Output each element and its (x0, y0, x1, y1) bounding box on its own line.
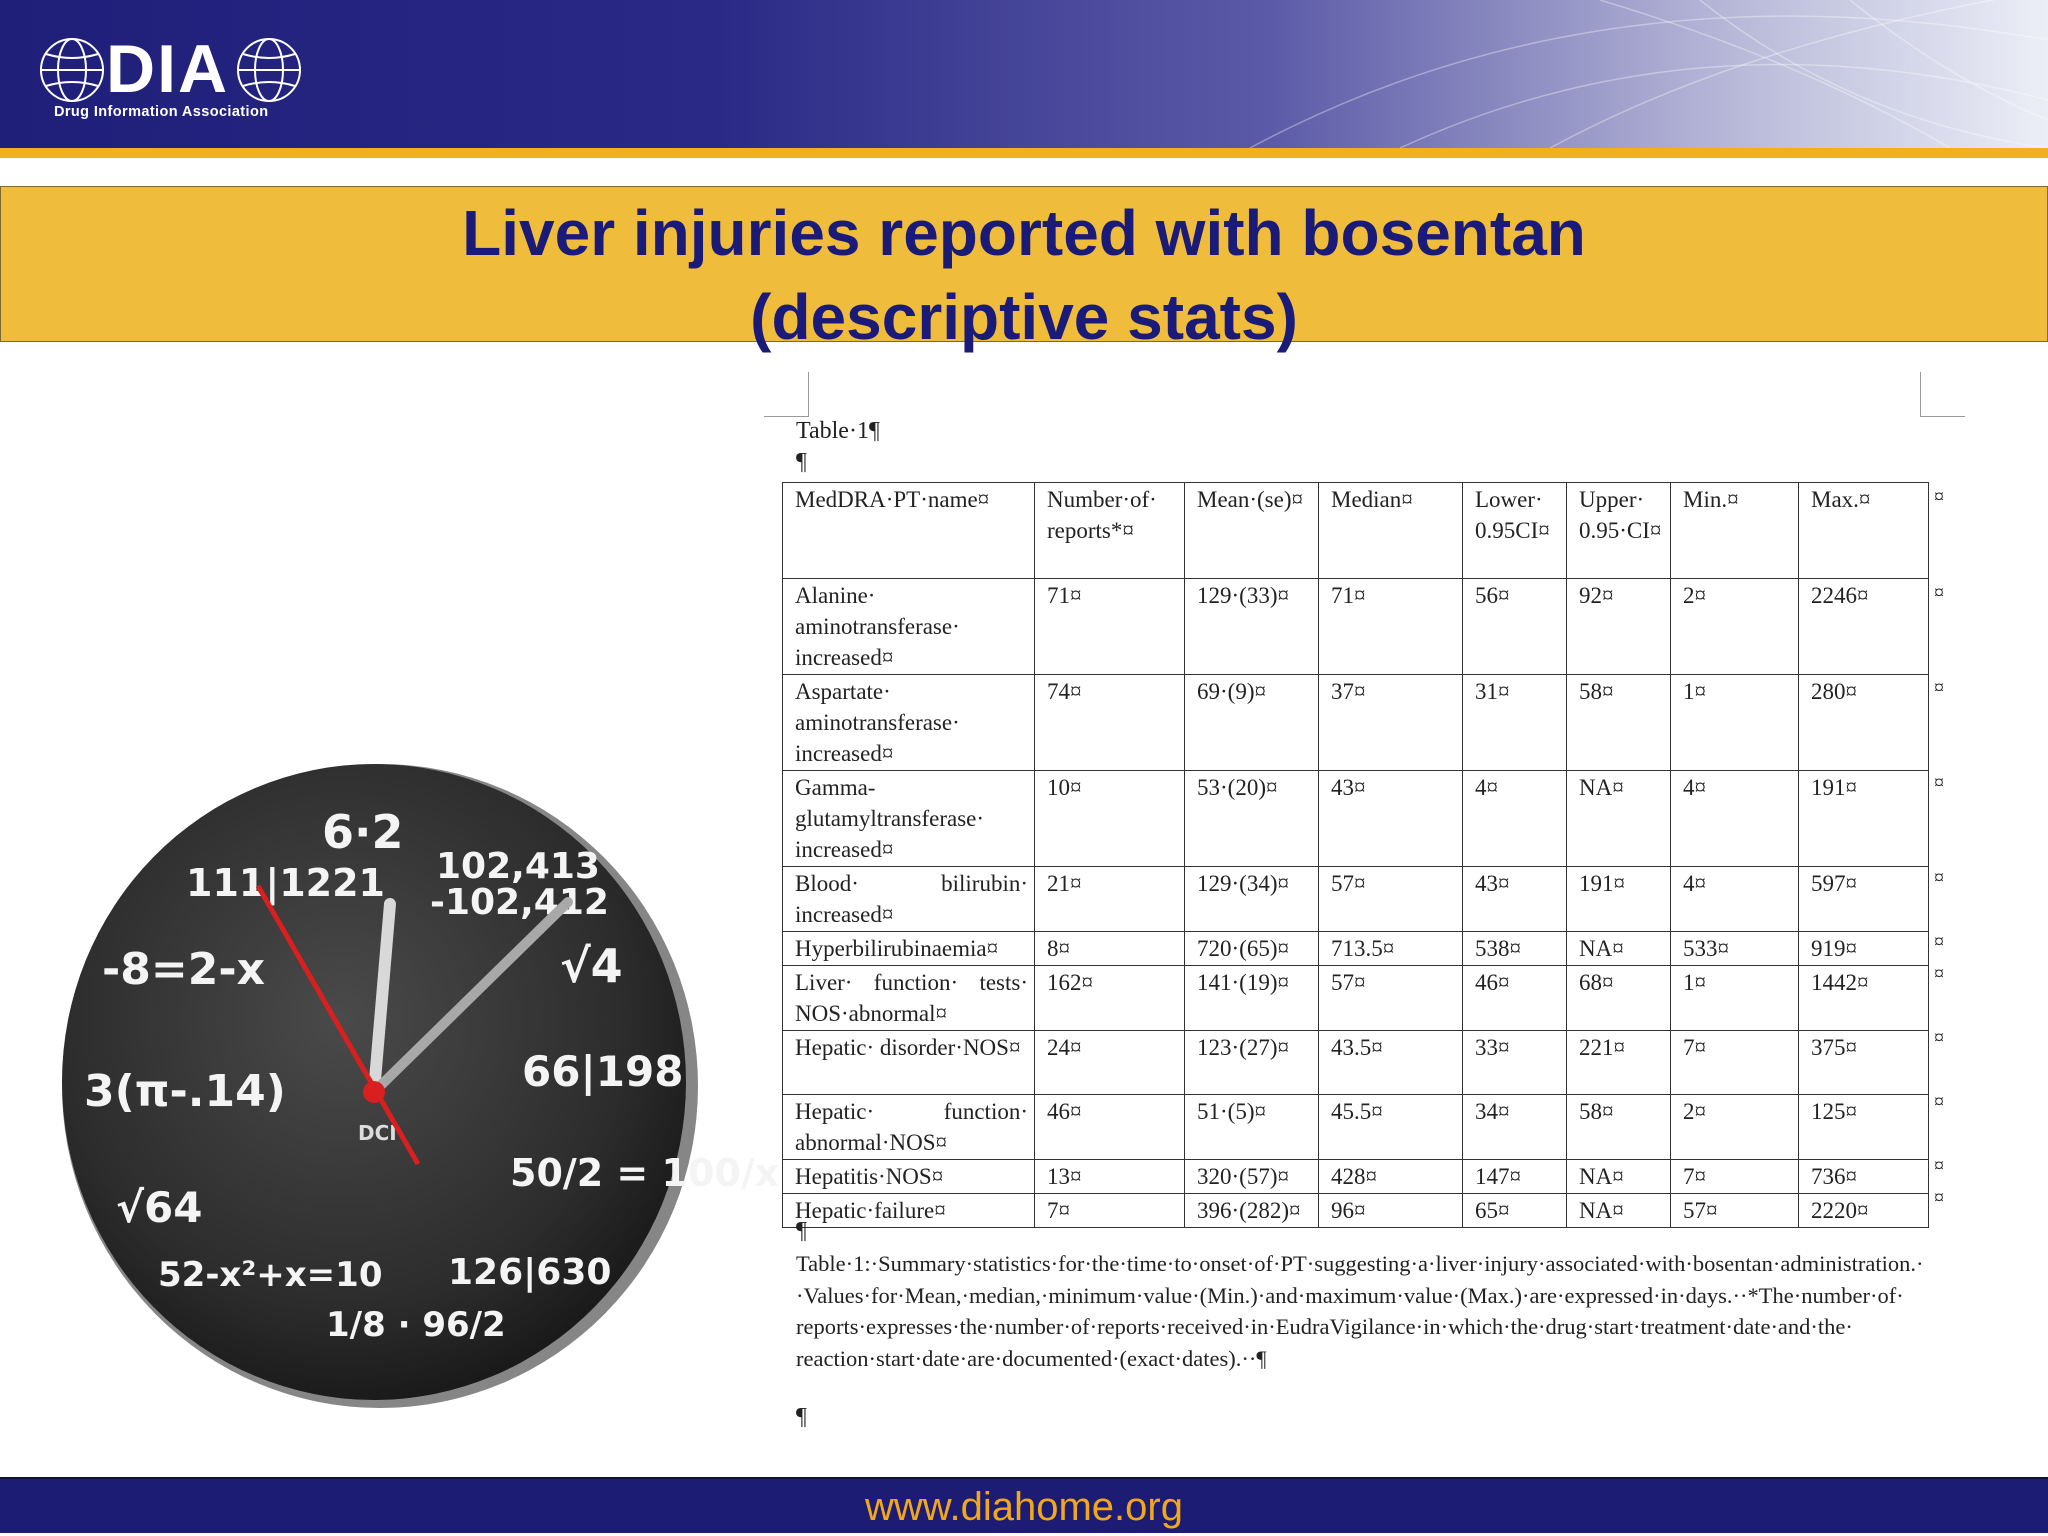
table-cell: 123·(27)¤ (1185, 1031, 1319, 1095)
paragraph-mark: ¶ (796, 1404, 807, 1430)
table-cell: 74¤ (1035, 675, 1185, 771)
table-cell: 37¤ (1319, 675, 1463, 771)
table-cell: 720·(65)¤ (1185, 932, 1319, 966)
table-header-row (783, 483, 1929, 579)
table-cell: 34¤ (1463, 1095, 1567, 1160)
table-cell: 68¤ (1567, 966, 1671, 1031)
logo-wordmark: DIA (106, 31, 230, 107)
table-cell: 92¤ (1567, 579, 1671, 675)
clock-label-6: 1/8 · 96/2 (326, 1305, 506, 1345)
clock-center-pin (363, 1081, 385, 1103)
clock-label-9: 3(π-.14) (84, 1066, 286, 1117)
pt-name-cell: Hepatic·​ disorder·​NOS¤ (783, 1031, 1035, 1095)
footer-url[interactable]: www.diahome.org (865, 1485, 1183, 1529)
table-cell: 428¤ (1319, 1160, 1463, 1194)
stats-table (782, 482, 1929, 1228)
table-cell: 71¤ (1035, 579, 1185, 675)
table-caption: Table·1¶ (796, 418, 880, 444)
table-cell: 51·(5)¤ (1185, 1095, 1319, 1160)
table-cell: 10¤ (1035, 771, 1185, 867)
pt-name-cell: Gamma-​glutamyltransferase·​increased¤ (783, 771, 1035, 867)
row-end-mark: ¤ (1934, 1027, 1944, 1049)
row-end-mark: ¤ (1934, 931, 1944, 953)
table-cell: 71¤ (1319, 579, 1463, 675)
header-arcs-decoration (0, 0, 2048, 148)
table-cell: 58¤ (1567, 1095, 1671, 1160)
table-cell: 147¤ (1463, 1160, 1567, 1194)
table-cell: 13¤ (1035, 1160, 1185, 1194)
dia-logo (36, 31, 306, 124)
table-cell: 396·(282)¤ (1185, 1194, 1319, 1228)
pt-name-cell: Hyperbilirubinaemia¤ (783, 932, 1035, 966)
table-cell: 2¤ (1671, 579, 1799, 675)
pt-name-cell: Aspartate·​aminotransferase·​increased¤ (783, 675, 1035, 771)
table-cell: 31¤ (1463, 675, 1567, 771)
clock-label-1-top: 102,413 (436, 846, 600, 887)
math-clock-image (40, 756, 780, 1416)
paragraph-mark: ¶ (796, 449, 807, 475)
table-cell: NA¤ (1567, 932, 1671, 966)
table-row (783, 932, 1929, 966)
table-header-cell: Max.¤ (1799, 483, 1929, 579)
table-cell: NA¤ (1567, 771, 1671, 867)
table-cell: 43¤ (1463, 867, 1567, 932)
row-end-mark: ¤ (1934, 772, 1944, 794)
table-row (783, 1095, 1929, 1160)
table-cell: 1¤ (1671, 675, 1799, 771)
crop-mark-left (764, 372, 809, 417)
table-row (783, 1160, 1929, 1194)
slide-title-line-1: Liver injuries reported with bosentan (462, 197, 1586, 269)
table-cell: 33¤ (1463, 1031, 1567, 1095)
table-header-cell: Upper·​0.95·​CI¤ (1567, 483, 1671, 579)
clock-label-1-bottom: -102,412 (430, 882, 609, 923)
table-row (783, 579, 1929, 675)
pt-name-cell: Alanine·​aminotransferase·​increased¤ (783, 579, 1035, 675)
header-banner (0, 0, 2048, 148)
pt-name-cell: Hepatitis·​NOS¤ (783, 1160, 1035, 1194)
table-cell: 65¤ (1463, 1194, 1567, 1228)
slide-title (1, 191, 2047, 359)
table-cell: 21¤ (1035, 867, 1185, 932)
table-cell: 736¤ (1799, 1160, 1929, 1194)
row-end-mark: ¤ (1934, 582, 1944, 604)
table-footnote: Table·​1:·​Summary·​statistics·​for·​the·​time·​to·​onset·​of·​PT·​suggesting·​a·​liver·​injury·​associated·​with·​bosentan·​administration.·​·​Values·​for·​Mean,·​median,·​minimum·​value·​(Min.)·​and·​maximum·​value·​(Max.)·​are·​expressed·​in·​days.·​·​*The·​number·​of·​reports·​expresses·​the·​number·​of·​reports·​received·​in·​EudraVigilance·​in·​which·​the·​drug·​start·​treatment·​date·​and·​the·​reaction·​start·​date·​are·​documented·​(exact·​dates).·​·​¶ (796, 1251, 1924, 1371)
table-cell: 96¤ (1319, 1194, 1463, 1228)
table-cell: 4¤ (1671, 771, 1799, 867)
table-cell: 56¤ (1463, 579, 1567, 675)
table-cell: 191¤ (1799, 771, 1929, 867)
clock-label-4: 50/2 = 100/x (510, 1151, 780, 1195)
table-header-cell: Lower·​0.95CI¤ (1463, 483, 1567, 579)
table-row (783, 771, 1929, 867)
table-cell: 280¤ (1799, 675, 1929, 771)
row-end-mark: ¤ (1934, 867, 1944, 889)
table-cell: 1¤ (1671, 966, 1799, 1031)
row-end-mark: ¤ (1934, 1091, 1944, 1113)
pt-name-cell: Blood·​ bilirubin·​increased¤ (783, 867, 1035, 932)
table-cell: 320·(57)¤ (1185, 1160, 1319, 1194)
table-cell: 129·(33)¤ (1185, 579, 1319, 675)
table-cell: NA¤ (1567, 1194, 1671, 1228)
row-end-mark: ¤ (1934, 677, 1944, 699)
table-cell: 24¤ (1035, 1031, 1185, 1095)
table-header-cell: MedDRA·​PT·​name¤ (783, 483, 1035, 579)
clock-label-7: 52-x²+x=10 (158, 1255, 383, 1295)
table-cell: 69·(9)¤ (1185, 675, 1319, 771)
pt-name-cell: Liver·​ function·​ tests·​NOS·​abnormal¤ (783, 966, 1035, 1031)
table-cell: 162¤ (1035, 966, 1185, 1031)
clock-label-11: 111|1221 (186, 861, 385, 905)
table-cell: 125¤ (1799, 1095, 1929, 1160)
row-end-mark: ¤ (1934, 963, 1944, 985)
clock-label-10: -8=2-x (102, 944, 266, 995)
table-cell: 2220¤ (1799, 1194, 1929, 1228)
table-cell: 2246¤ (1799, 579, 1929, 675)
slide-title-line-2: (descriptive stats) (750, 281, 1298, 353)
table-cell: 46¤ (1035, 1095, 1185, 1160)
table-header-cell: Min.¤ (1671, 483, 1799, 579)
title-band (0, 186, 2048, 353)
table-cell: 141·(19)¤ (1185, 966, 1319, 1031)
table-cell: 7¤ (1035, 1194, 1185, 1228)
paragraph-mark: ¶ (796, 1218, 807, 1244)
table-cell: 919¤ (1799, 932, 1929, 966)
row-end-mark: ¤ (1934, 486, 1944, 508)
clock-label-2: √4 (560, 939, 623, 993)
table-cell: 8¤ (1035, 932, 1185, 966)
table-cell: 1442¤ (1799, 966, 1929, 1031)
table-cell: 53·(20)¤ (1185, 771, 1319, 867)
pt-name-cell: Hepatic·​failure¤ (783, 1194, 1035, 1228)
table-cell: 57¤ (1319, 966, 1463, 1031)
table-cell: 4¤ (1671, 867, 1799, 932)
table-cell: NA¤ (1567, 1160, 1671, 1194)
logo-subtitle: Drug Information Association (54, 104, 269, 120)
crop-mark-right (1920, 372, 1965, 417)
table-cell: 46¤ (1463, 966, 1567, 1031)
gold-divider (0, 148, 2048, 158)
table-header-cell: Mean·​(se)¤ (1185, 483, 1319, 579)
table-cell: 129·(34)¤ (1185, 867, 1319, 932)
clock-label-8: √64 (116, 1183, 203, 1232)
table-cell: 43¤ (1319, 771, 1463, 867)
table-cell: 191¤ (1567, 867, 1671, 932)
table-cell: 57¤ (1319, 867, 1463, 932)
clock-brand: DCI (358, 1121, 397, 1145)
footer-bar (0, 1477, 2048, 1533)
clock-label-12: 6·2 (322, 805, 404, 859)
clock-label-5: 126|630 (448, 1252, 612, 1293)
table-cell: 4¤ (1463, 771, 1567, 867)
table-cell: 2¤ (1671, 1095, 1799, 1160)
pt-name-cell: Hepatic·​ function·​abnormal·​NOS¤ (783, 1095, 1035, 1160)
table-cell: 713.5¤ (1319, 932, 1463, 966)
table-row (783, 966, 1929, 1031)
table-cell: 538¤ (1463, 932, 1567, 966)
table-header-cell: Number·​of·​reports*¤ (1035, 483, 1185, 579)
table-cell: 7¤ (1671, 1160, 1799, 1194)
table-cell: 221¤ (1567, 1031, 1671, 1095)
table-row (783, 867, 1929, 932)
table-row (783, 1031, 1929, 1095)
table-header-cell: Median¤ (1319, 483, 1463, 579)
table-cell: 57¤ (1671, 1194, 1799, 1228)
row-end-mark: ¤ (1934, 1155, 1944, 1177)
table-row (783, 1194, 1929, 1228)
table-cell: 7¤ (1671, 1031, 1799, 1095)
table-cell: 375¤ (1799, 1031, 1929, 1095)
table-cell: 43.5¤ (1319, 1031, 1463, 1095)
table-cell: 533¤ (1671, 932, 1799, 966)
document-page (760, 372, 1960, 1472)
clock-label-3: 66|198 (522, 1047, 684, 1096)
table-cell: 45.5¤ (1319, 1095, 1463, 1160)
row-end-mark: ¤ (1934, 1187, 1944, 1209)
table-cell: 597¤ (1799, 867, 1929, 932)
table-row (783, 675, 1929, 771)
table-cell: 58¤ (1567, 675, 1671, 771)
